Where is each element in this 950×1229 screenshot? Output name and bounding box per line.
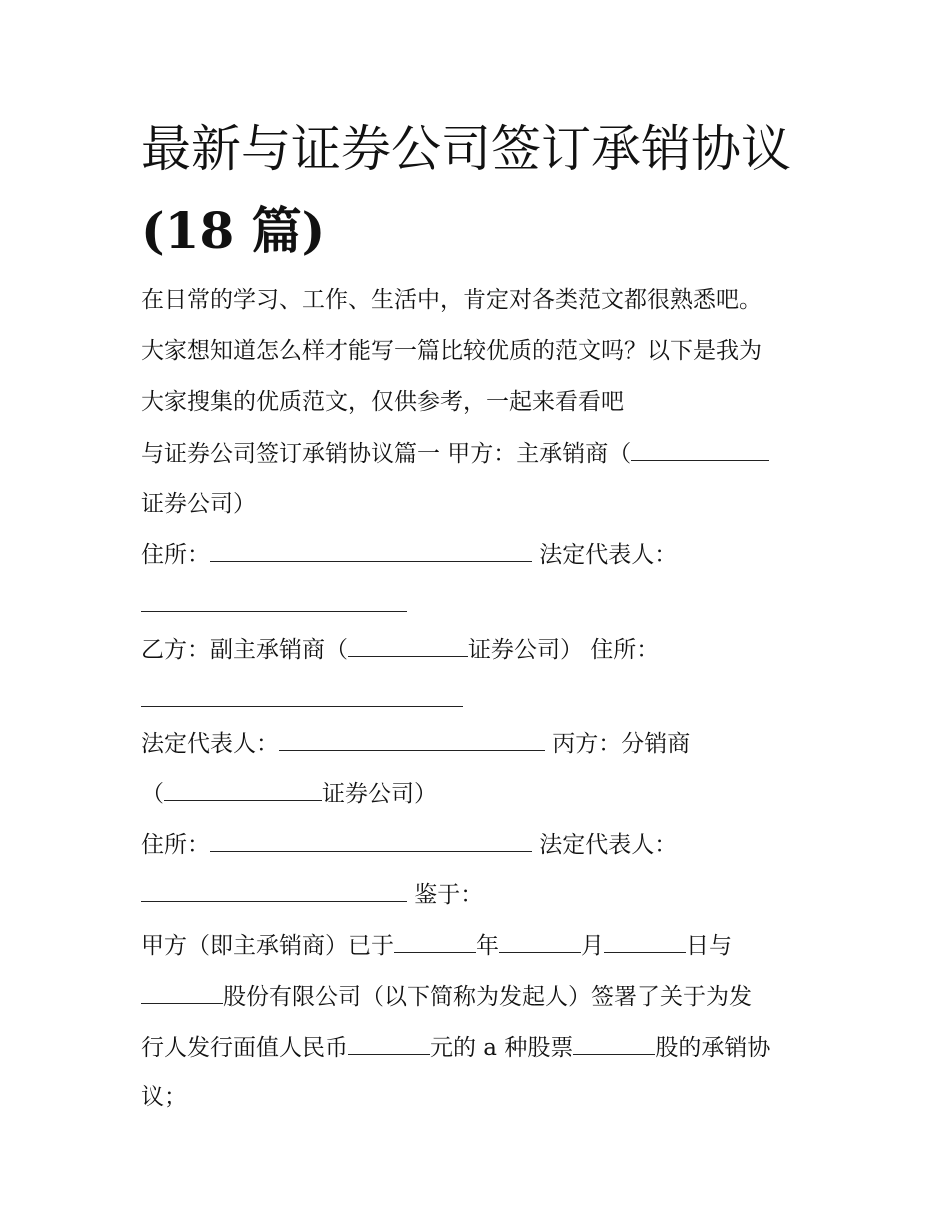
body-line-11 <box>141 930 732 961</box>
body-line-6 <box>141 684 463 715</box>
blank-field <box>141 981 223 1004</box>
address-label: 住所： <box>141 542 210 568</box>
day-label: 日与 <box>686 933 732 959</box>
blank-field <box>210 539 532 562</box>
open-paren: （ <box>141 781 164 807</box>
blank-field <box>141 879 407 902</box>
blank-shares <box>573 1032 655 1055</box>
clause-text: 元的 a 种股票 <box>430 1035 574 1061</box>
body-line-8 <box>141 778 437 809</box>
blank-field <box>631 438 769 461</box>
legal-rep-label: 法定代表人： <box>532 542 678 568</box>
body-line-9 <box>141 829 677 860</box>
body-line-10 <box>141 879 483 910</box>
intro-line-3: 大家搜集的优质范文，仅供参考，一起来看看吧 <box>141 389 624 415</box>
blank-year <box>394 930 476 953</box>
blank-field <box>210 829 532 852</box>
clause-text: 股份有限公司（以下简称为发起人）签署了关于为发 <box>223 984 752 1010</box>
party-b-label: 乙方：副主承销商（ <box>141 637 348 663</box>
body-line-7 <box>141 728 690 759</box>
blank-field <box>141 589 407 612</box>
month-label: 月 <box>581 933 604 959</box>
body-line-13 <box>141 1032 770 1063</box>
party-a-label: 与证券公司签订承销协议篇一 甲方：主承销商（ <box>141 441 632 467</box>
blank-field <box>279 728 545 751</box>
blank-field <box>348 634 468 657</box>
body-line-2: 证券公司） <box>141 491 256 517</box>
body-line-4 <box>141 589 407 620</box>
party-c-label: 丙方：分销商 <box>545 731 691 757</box>
document-title <box>141 108 841 272</box>
body-line-5 <box>141 634 659 665</box>
body-line-1 <box>141 438 769 469</box>
body-line-3 <box>141 539 677 570</box>
body-line-14: 议； <box>141 1084 187 1110</box>
title-line-2: (18 篇) <box>141 201 326 260</box>
year-label: 年 <box>476 933 499 959</box>
blank-field <box>164 778 322 801</box>
clause-text: 股的承销协 <box>655 1035 771 1061</box>
blank-month <box>499 930 581 953</box>
title-line-1: 最新与证券公司签订承销协议 <box>141 120 791 178</box>
body-line-12 <box>141 981 752 1012</box>
party-b-suffix: 证券公司） 住所： <box>468 637 660 663</box>
blank-amount <box>348 1032 430 1055</box>
blank-day <box>604 930 686 953</box>
clause-text: 行人发行面值人民币 <box>141 1035 348 1061</box>
legal-rep-label: 法定代表人： <box>141 731 279 757</box>
whereas-label: 鉴于： <box>407 882 484 908</box>
blank-field <box>141 684 463 707</box>
intro-line-2: 大家想知道怎么样才能写一篇比较优质的范文吗？以下是我为 <box>141 338 762 364</box>
securities-company-label: 证券公司） <box>322 781 437 807</box>
address-label: 住所： <box>141 832 210 858</box>
clause-text: 甲方（即主承销商）已于 <box>141 933 394 959</box>
legal-rep-label: 法定代表人： <box>532 832 678 858</box>
intro-line-1: 在日常的学习、工作、生活中，肯定对各类范文都很熟悉吧。 <box>141 287 762 313</box>
